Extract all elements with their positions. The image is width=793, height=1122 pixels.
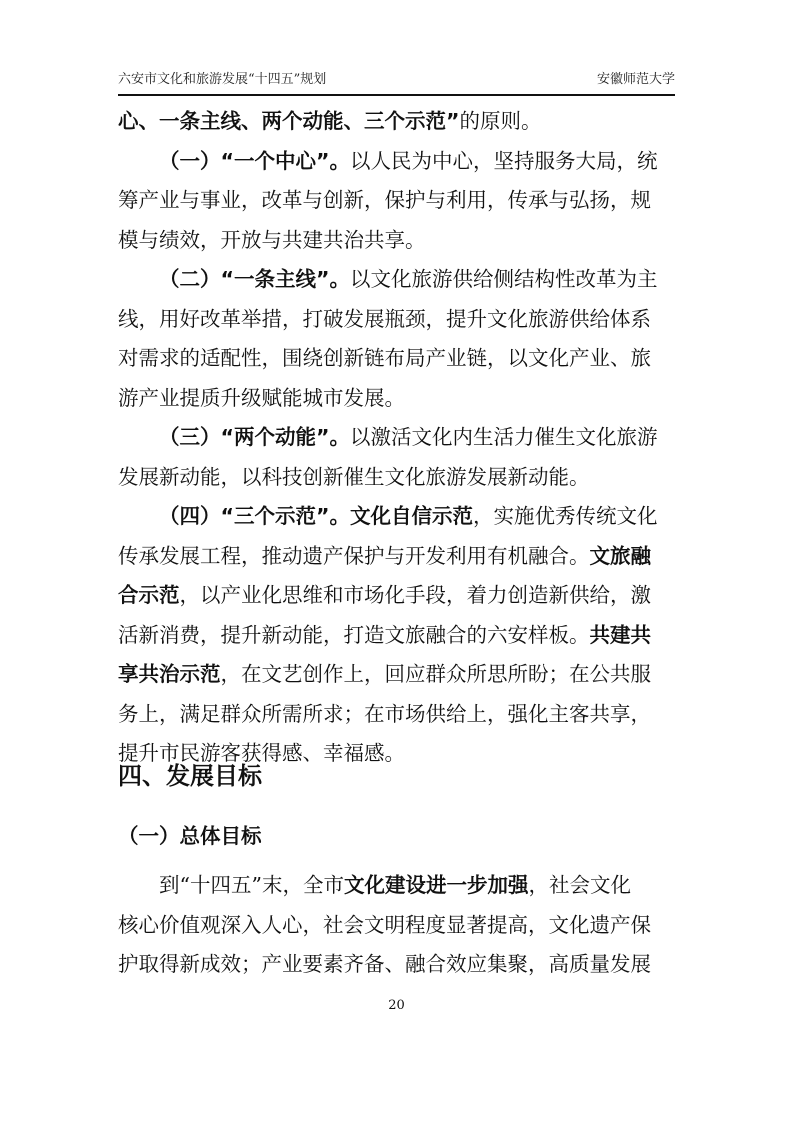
- paragraph-one-center: [118, 142, 676, 182]
- paragraph-line: 务上，满足群众所需所求；在市场供给上，强化主客共享，: [118, 701, 651, 726]
- header-author: 安徽师范大学: [596, 72, 675, 87]
- text: 到“十四五”末，全市: [159, 873, 344, 897]
- text: ，社会文化: [528, 873, 631, 897]
- bold-text: 合示范: [118, 583, 180, 607]
- paragraph-line: 发展新动能，以科技创新催生文化旅游发展新动能。: [118, 464, 590, 489]
- paragraph-three-demos: [118, 497, 676, 537]
- paragraph-line: [118, 576, 676, 616]
- header-document-title: 六安市文化和旅游发展“十四五”规划: [118, 72, 327, 87]
- text: 的原则。: [459, 109, 542, 133]
- paragraph-line: [118, 616, 676, 656]
- body-text-goals: [118, 866, 676, 985]
- running-header: [118, 72, 675, 96]
- bold-text: （四）“三个示范”。文化自信示范: [159, 504, 473, 528]
- bold-text: （二）“一条主线”。: [159, 267, 350, 291]
- bold-text: 心、一条主线、两个动能、三个示范”: [118, 109, 460, 133]
- paragraph-line: 模与绩效，开放与共建共治共享。: [118, 227, 426, 252]
- text: 活新消费，提升新动能，打造文旅融合的六安样板。: [118, 622, 590, 647]
- bold-text: 文化建设进一步加强: [343, 873, 529, 897]
- paragraph-line: [118, 655, 676, 695]
- text: 以激活文化内生活力催生文化旅游: [349, 425, 658, 449]
- paragraph-goals: [118, 866, 676, 906]
- bold-text: 文旅融: [589, 543, 651, 568]
- paragraph-continuation: [118, 102, 676, 142]
- subsection-heading: （一）总体目标: [118, 824, 262, 848]
- paragraph-line: 筹产业与事业，改革与创新，保护与利用，传承与弘扬，规: [118, 188, 651, 212]
- text: ，以产业化思维和市场化手段，着力创造新供给，激: [179, 583, 651, 607]
- paragraph-line: 对需求的适配性，围绕创新链布局产业链，以文化产业、旅: [118, 346, 651, 370]
- bold-text: （三）“两个动能”。: [159, 425, 350, 449]
- header-rule: [118, 94, 675, 96]
- text: 以文化旅游供给侧结构性改革为主: [349, 267, 658, 291]
- paragraph-one-mainline: [118, 260, 676, 300]
- text: ，实施优秀传统文化: [472, 504, 658, 528]
- text: 以人民为中心，坚持服务大局，统: [349, 148, 658, 173]
- paragraph-line: 线，用好改革举措，打破发展瓶颈，提升文化旅游供给体系: [118, 306, 651, 331]
- bold-text: 享共治示范: [118, 662, 221, 686]
- paragraph-line: 游产业提质升级赋能城市发展。: [118, 385, 405, 410]
- body-text: [118, 102, 676, 774]
- paragraph-line: [118, 537, 676, 577]
- paragraph-line: 核心价值观深入人心，社会文明程度显著提高，文化遗产保: [118, 912, 651, 937]
- page-number: 20: [388, 998, 405, 1013]
- text: ，在文艺创作上，回应群众所思所盼；在公共服: [220, 662, 651, 686]
- bold-text: 共建共: [589, 622, 651, 647]
- section-heading: 四、发展目标: [118, 762, 262, 790]
- paragraph-line: 护取得新成效；产业要素齐备、融合效应集聚，高质量发展: [118, 952, 651, 976]
- paragraph-line: 提升市民游客获得感、幸福感。: [118, 741, 405, 765]
- text: 传承发展工程，推动遗产保护与开发利用有机融合。: [118, 543, 590, 568]
- bold-text: （一）“一个中心”。: [159, 148, 350, 173]
- paragraph-two-drivers: [118, 418, 676, 458]
